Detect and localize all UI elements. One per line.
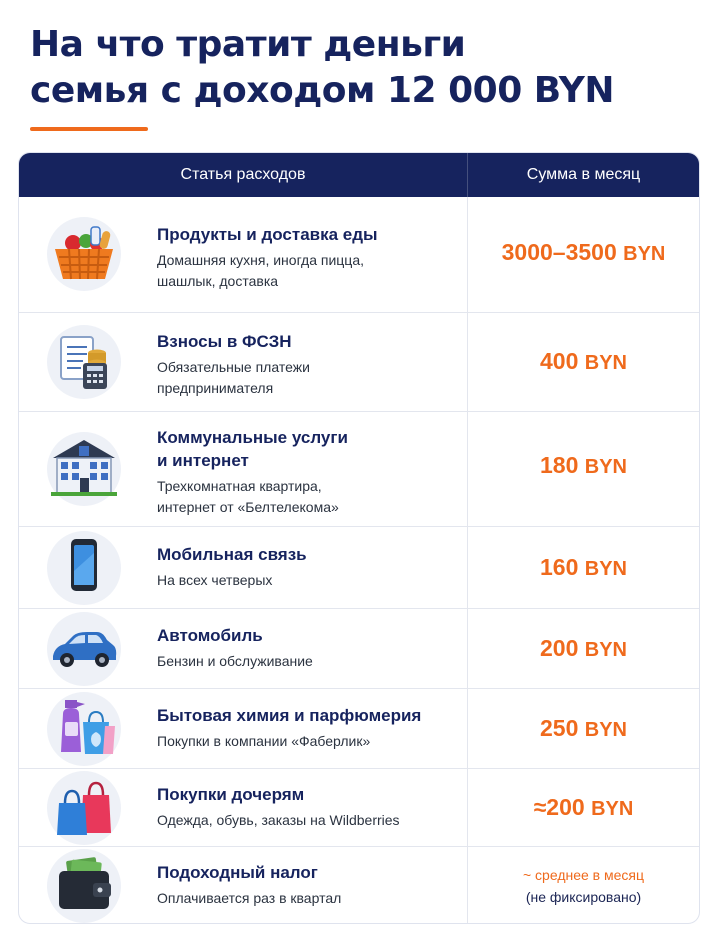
expense-description — [157, 357, 457, 399]
table-row — [19, 688, 699, 769]
cleaning-products-icon — [47, 692, 121, 766]
expense-description: Бензин и обслуживание — [157, 653, 313, 669]
expense-name: Мобильная связь — [157, 545, 307, 564]
expense-name: Продукты и доставка еды — [157, 225, 378, 244]
expense-description: На всех четверых — [157, 572, 273, 588]
expense-amount — [468, 635, 699, 662]
amount-value: ≈200 — [533, 794, 585, 820]
table-header — [19, 153, 699, 197]
expense-description — [157, 476, 457, 518]
expense-amount — [468, 554, 699, 581]
row-text — [157, 783, 457, 831]
shopping-bags-icon — [47, 771, 121, 845]
expense-name: Покупки дочерям — [157, 785, 305, 804]
page-title — [30, 22, 614, 114]
expense-amount — [468, 348, 699, 375]
table-row — [19, 526, 699, 609]
title-line-2: семья с доходом 12 000 BYN — [30, 70, 614, 111]
amount-value: 250 — [540, 715, 579, 741]
car-icon — [47, 612, 121, 686]
amount-note-secondary: (не фиксировано) — [525, 889, 642, 905]
amount-currency: BYN — [584, 719, 627, 741]
amount-value: 160 — [540, 554, 579, 580]
amount-value: 200 — [540, 635, 579, 661]
amount-note: ~ среднее в месяц — [522, 867, 645, 883]
table-row — [19, 608, 699, 689]
amount-value: 400 — [540, 348, 579, 374]
amount-value: 180 — [540, 452, 579, 478]
amount-currency: BYN — [584, 558, 627, 580]
header-expense-item: Статья расходов — [180, 166, 306, 183]
row-text — [157, 624, 457, 672]
smartphone-icon — [47, 531, 121, 605]
expense-description: Оплачивается раз в квартал — [157, 890, 342, 906]
expense-amount — [468, 452, 699, 479]
name-line: Коммунальные услуги — [157, 428, 348, 447]
expense-description: Покупки в компании «Фаберлик» — [157, 733, 371, 749]
amount-currency: BYN — [584, 352, 627, 374]
grocery-basket-icon — [47, 217, 121, 291]
table-row — [19, 768, 699, 847]
table-row — [19, 846, 699, 924]
description-line: Обязательные платежи — [157, 359, 310, 375]
amount-currency: BYN — [584, 456, 627, 478]
row-text — [157, 704, 457, 752]
row-text — [157, 426, 457, 518]
expense-name: Автомобиль — [157, 626, 263, 645]
description-line: интернет от «Белтелекома» — [157, 499, 339, 515]
expense-name: Взносы в ФСЗН — [157, 332, 292, 351]
amount-currency: BYN — [584, 639, 627, 661]
expense-name: Бытовая химия и парфюмерия — [157, 706, 422, 725]
row-text — [157, 543, 457, 591]
row-text — [157, 223, 457, 292]
description-line: Домашняя кухня, иногда пицца, — [157, 252, 364, 268]
amount-currency: BYN — [623, 243, 666, 265]
header-monthly-sum: Сумма в месяц — [526, 166, 641, 183]
expense-description: Одежда, обувь, заказы на Wildberries — [157, 812, 400, 828]
amount-currency: BYN — [591, 798, 634, 820]
row-text — [157, 330, 457, 399]
table-row — [19, 197, 699, 312]
amount-value: 3000–3500 — [501, 239, 617, 265]
expense-name — [157, 426, 457, 472]
expenses-table — [18, 152, 700, 924]
table-row — [19, 411, 699, 527]
wallet-icon — [47, 849, 121, 923]
title-underline — [30, 127, 148, 131]
expense-amount — [468, 794, 699, 821]
expense-description — [157, 250, 457, 292]
description-line: Трехкомнатная квартира, — [157, 478, 322, 494]
title-line-1: На что тратит деньги — [30, 24, 466, 65]
expense-amount — [468, 715, 699, 742]
expense-amount — [468, 864, 699, 908]
expense-name: Подоходный налог — [157, 863, 318, 882]
description-line: предпринимателя — [157, 380, 274, 396]
row-text — [157, 861, 457, 909]
apartment-building-icon — [47, 432, 121, 506]
expense-amount — [468, 239, 699, 266]
table-row — [19, 312, 699, 412]
description-line: шашлык, доставка — [157, 273, 279, 289]
tax-documents-calculator-icon — [47, 325, 121, 399]
name-line: и интернет — [157, 451, 249, 470]
